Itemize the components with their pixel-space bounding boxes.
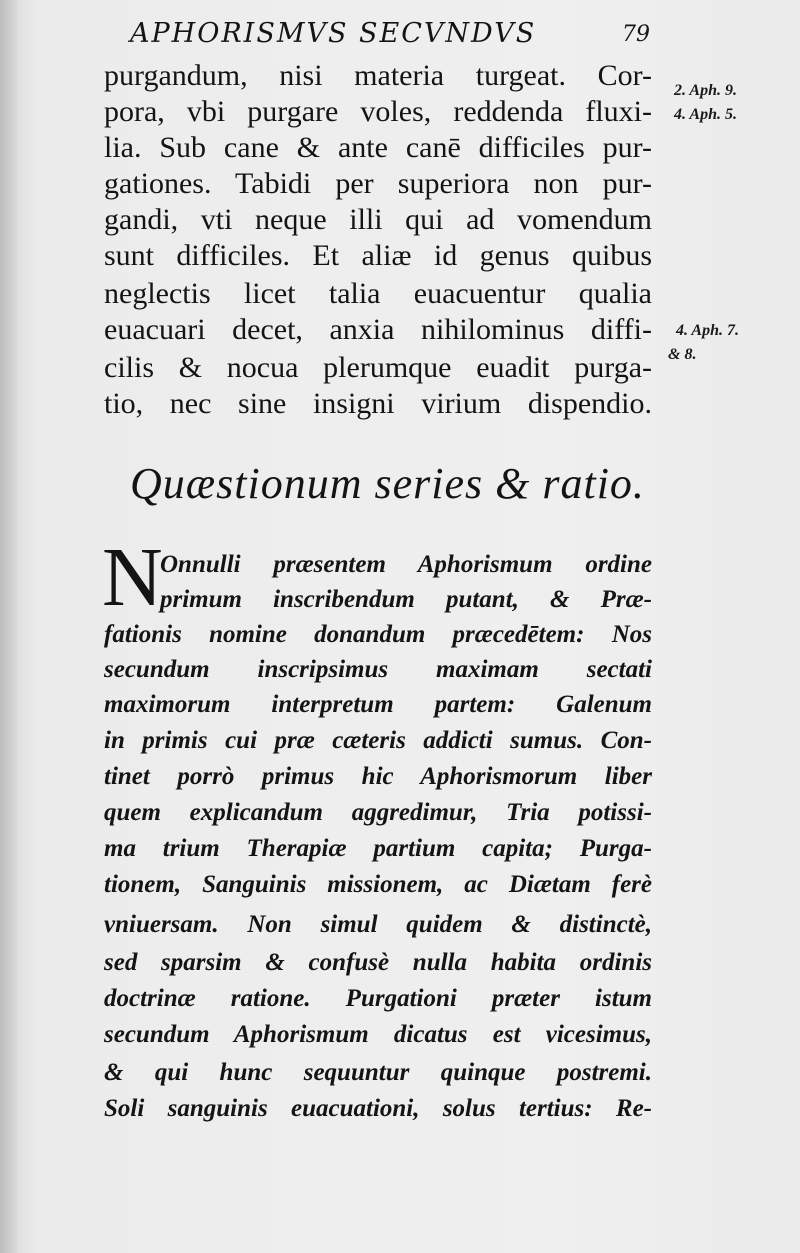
italic-line: doctrinæ ratione. Purgationi præter istum: [104, 985, 652, 1012]
margin-note: 4. Aph. 5.: [674, 106, 737, 123]
italic-line: secundum Aphorismum dicatus est vicesimus,: [104, 1021, 652, 1048]
italic-line: secundum inscripsimus maximam sectati: [104, 656, 652, 683]
page-gutter: [0, 0, 18, 1253]
italic-line: primum inscribendum putant, & Præ-: [160, 586, 652, 613]
italic-line: tinet porrò primus hic Aphorismorum liber: [104, 763, 652, 790]
italic-line: in primis cui præ cæteris addicti sumus. Con-: [104, 727, 652, 754]
italic-line: tionem, Sanguinis missionem, ac Diætam ferè: [104, 871, 652, 898]
body-line: euacuari decet, anxia nihilominus diffi-: [104, 313, 652, 346]
italic-line: maximorum interpretum partem: Galenum: [104, 691, 652, 718]
margin-note: & 8.: [668, 346, 697, 363]
body-line: sunt difficiles. Et aliæ id genus quibus: [104, 239, 652, 272]
section-heading: Quæstionum series & ratio.: [130, 459, 645, 508]
body-line: pora, vbi purgare voles, reddenda fluxi-: [104, 95, 652, 128]
margin-note: 2. Aph. 9.: [674, 82, 737, 99]
running-title: APHORISMVS SECVNDVS: [130, 18, 537, 49]
italic-line: Onnulli præsentem Aphorismum ordine: [160, 551, 652, 578]
body-line: neglectis licet talia euacuentur qualia: [104, 277, 652, 310]
italic-line: fationis nomine donandum præcedētem: Nos: [104, 621, 652, 648]
italic-line: sed sparsim & confusè nulla habita ordinis: [104, 949, 652, 976]
body-line: gationes. Tabidi per superiora non pur-: [104, 167, 652, 200]
body-line: gandi, vti neque illi qui ad vomendum: [104, 203, 652, 236]
italic-line: & qui hunc sequuntur quinque postremi.: [104, 1059, 652, 1086]
body-line: lia. Sub cane & ante canē difficiles pur-: [104, 131, 652, 164]
italic-line: vniuersam. Non simul quidem & distinctè,: [104, 911, 652, 938]
body-line: cilis & nocua plerumque euadit purga-: [104, 351, 652, 384]
page-number: 79: [622, 22, 650, 47]
body-line: tio, nec sine insigni virium dispendio.: [104, 387, 652, 420]
body-line: purgandum, nisi materia turgeat. Cor-: [104, 59, 652, 92]
drop-cap: N: [102, 531, 163, 624]
italic-line: quem explicandum aggredimur, Tria potissi-: [104, 799, 652, 826]
italic-line: ma trium Therapiæ partium capita; Purga-: [104, 835, 652, 862]
italic-line: Soli sanguinis euacuationi, solus tertius: Re-: [104, 1095, 652, 1122]
margin-note: 4. Aph. 7.: [676, 322, 739, 339]
